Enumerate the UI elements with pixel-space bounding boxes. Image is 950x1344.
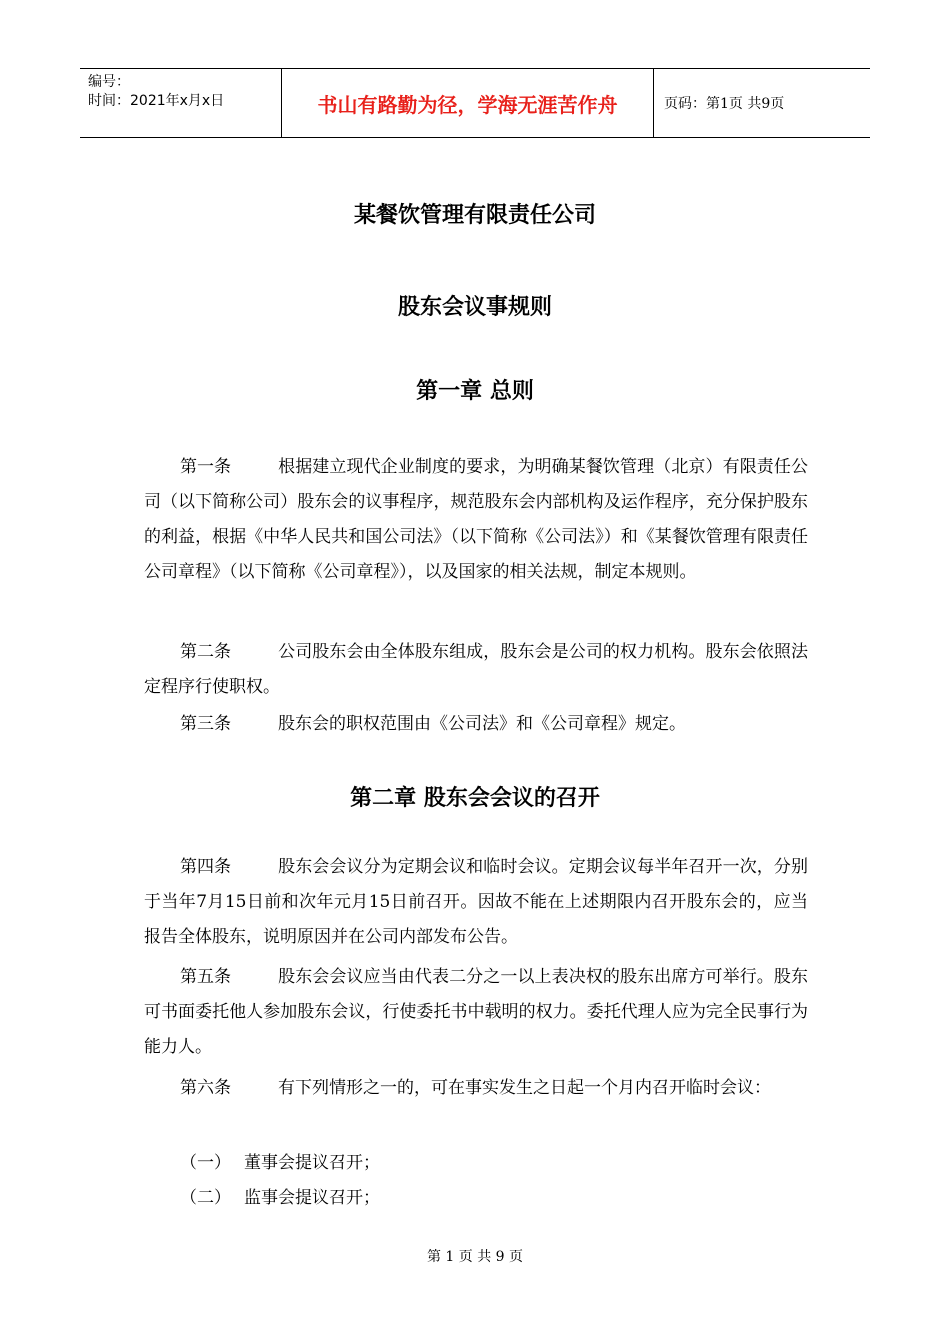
header-motto: 书山有路勤为径，学海无涯苦作舟 [282,69,654,137]
article-2-number: 第二条 [180,642,231,662]
article-6 [144,1071,808,1106]
article-6-text: 有下列情形之一的，可在事实发生之日起一个月内召开临时会议： [278,1078,771,1098]
chapter-2-heading: 第二章 股东会会议的召开 [350,786,600,811]
page-footer: 第 1 页 共 9 页 [426,1249,524,1265]
article-1 [144,450,808,590]
chapter-1-heading: 第一章 总则 [416,379,534,404]
number-label: 编号： [88,74,130,90]
list-item-2-text: 监事会提议召开； [244,1188,380,1208]
article-2-text: 公司股东会由全体股东组成，股东会是公司的权力机构。股东会依照法定程序行使职权。 [144,642,808,697]
article-2 [144,635,808,705]
article-4 [144,850,808,955]
company-title: 某餐饮管理有限责任公司 [353,203,596,228]
article-4-number: 第四条 [180,857,231,877]
article-4-text: 股东会会议分为定期会议和临时会议。定期会议每半年召开一次，分别于当年7月15日前和次年元月15日前召开。因故不能在上述期限内召开股东会的，应当报告全体股东，说明原因并在公司内部发布公告。 [144,857,808,947]
document-title: 股东会议事规则 [397,295,552,320]
header-meta [80,69,282,137]
article-5-text: 股东会会议应当由代表二分之一以上表决权的股东出席方可举行。股东可书面委托他人参加股东会议，行使委托书中载明的权力。委托代理人应为完全民事行为能力人。 [144,967,808,1057]
article-3-number: 第三条 [180,714,231,734]
list-item-1-mark: （一） [180,1153,231,1173]
article-5-number: 第五条 [180,967,231,987]
header-page-label: 页码：第1页 共9页 [664,96,785,112]
article-5 [144,960,808,1065]
list-item-1 [180,1146,380,1181]
header-table [80,68,870,138]
article-3-text: 股东会的职权范围由《公司法》和《公司章程》规定。 [278,714,686,734]
article-1-text: 根据建立现代企业制度的要求，为明确某餐饮管理（北京）有限责任公司（以下简称公司）股东会的议事程序，规范股东会内部机构及运作程序，充分保护股东的利益，根据《中华人民共和国公司法》（以下简称《公司法》）和《某餐饮管理有限责任公司章程》（以下简称《公司章程》），以及国家的相关法规，制定本规则。 [144,457,808,582]
article-1-number: 第一条 [180,457,231,477]
time-label: 时间：2021年x月x日 [88,93,225,109]
article-3 [144,707,808,742]
list-item-2-mark: （二） [180,1188,231,1208]
list-item-1-text: 董事会提议召开； [244,1153,380,1173]
list-item-2 [180,1181,380,1216]
article-6-number: 第六条 [180,1078,231,1098]
